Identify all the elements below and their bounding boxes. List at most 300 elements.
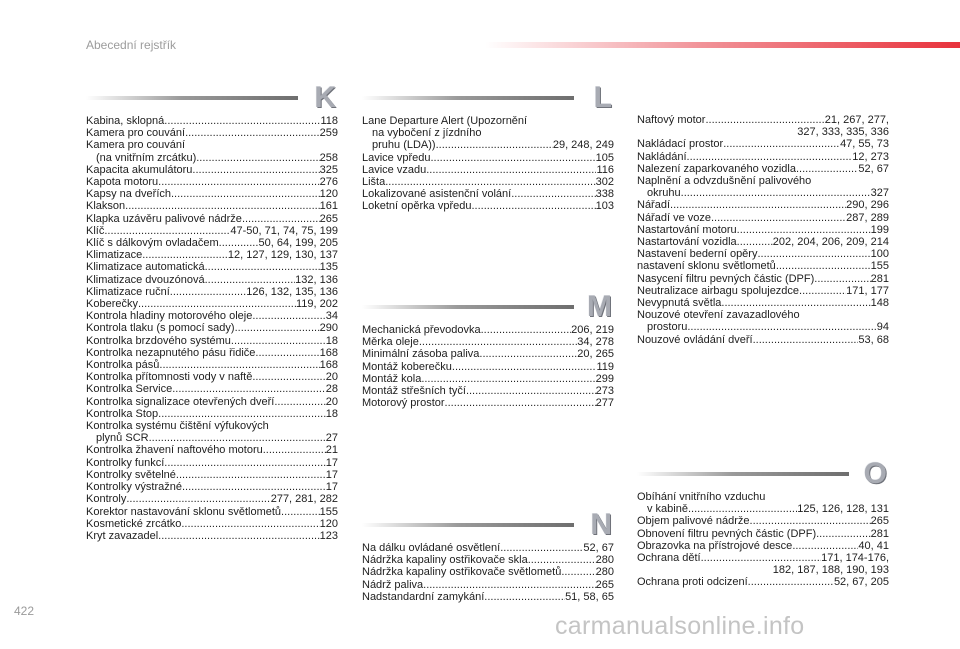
entry-term: Nalezení zaparkovaného vozidla — [637, 162, 796, 175]
entry-row — [86, 493, 338, 505]
entry-pages: 259 — [319, 127, 338, 140]
entry-pages: 280 — [595, 554, 614, 567]
entry-pages: 34 — [325, 310, 338, 323]
entry-row — [637, 163, 889, 175]
entry-row — [637, 576, 889, 588]
entry-pages: 47-50, 71, 74, 75, 199 — [230, 224, 338, 237]
index-entry — [86, 176, 338, 188]
entry-pages: 299 — [595, 372, 614, 385]
index-section-m — [362, 290, 614, 410]
index-entry — [637, 540, 889, 552]
index-entry — [637, 260, 889, 272]
entry-pages: 280 — [595, 566, 614, 579]
entry-pages: 94 — [876, 321, 889, 334]
dot-leader — [561, 566, 595, 578]
index-entry — [362, 385, 614, 397]
dot-leader — [776, 260, 871, 272]
index-entry — [86, 396, 338, 408]
entry-heading: Naplnění a odvzdušnění palivového — [637, 175, 812, 188]
entry-row — [86, 371, 338, 383]
entry-term: Nastavení bederní opěry — [637, 248, 758, 261]
entry-pages: 302 — [595, 176, 614, 189]
entry-term: v kabině — [647, 503, 688, 516]
index-entry — [86, 286, 338, 298]
entry-pages: 199 — [870, 223, 889, 236]
entry-pages: 12, 273 — [852, 150, 889, 163]
entry-pages: 17 — [325, 468, 338, 481]
entry-term: Nářadí — [637, 199, 671, 212]
dot-leader — [748, 576, 834, 588]
index-entry — [362, 566, 614, 578]
dot-leader — [159, 359, 319, 371]
section-letter: O — [863, 457, 887, 490]
entry-pages: 120 — [319, 517, 338, 530]
index-entry — [86, 383, 338, 395]
entry-row — [637, 297, 889, 309]
entry-term: plynů SCR — [96, 432, 149, 445]
entry-row — [86, 298, 338, 310]
index-entry — [86, 225, 338, 237]
dot-leader — [481, 324, 572, 336]
entry-pages: 119, 202 — [295, 298, 338, 311]
index-entry — [637, 552, 889, 576]
entry-row — [86, 213, 338, 225]
entry-pages: 168 — [319, 359, 338, 372]
entry-pages: 100 — [870, 248, 889, 261]
dot-leader — [687, 321, 876, 333]
entry-row — [362, 542, 614, 554]
dot-leader — [737, 236, 773, 248]
entry-pages: 123 — [319, 529, 338, 542]
index-entry — [86, 530, 338, 542]
entry-pages: 148 — [870, 297, 889, 310]
entry-term: Nádržka kapaliny ostřikovače skla — [362, 554, 528, 567]
index-entry — [86, 481, 338, 493]
index-entry — [637, 175, 889, 199]
dot-leader — [196, 152, 319, 164]
entry-pages: 53, 68 — [858, 333, 889, 346]
index-entry — [86, 249, 338, 261]
entry-term: Kontrolka Service — [86, 383, 173, 396]
section-letter: K — [314, 81, 336, 114]
entry-row — [86, 176, 338, 188]
index-entry — [86, 200, 338, 212]
entry-pages: 29, 248, 249 — [552, 139, 614, 152]
entry-row — [637, 224, 889, 236]
entry-term: Montáž střešních tyčí — [362, 385, 466, 398]
entry-term: Ochrana proti odcizení — [637, 576, 748, 589]
dot-leader — [445, 397, 596, 409]
section-header — [362, 81, 614, 114]
entry-pages-continued: 182, 187, 188, 190, 193 — [772, 564, 889, 577]
entry-pages: 28 — [325, 383, 338, 396]
index-section-n-continued — [637, 114, 889, 346]
entry-pages: 277, 281, 282 — [270, 493, 338, 506]
entry-row — [86, 286, 338, 298]
entry-term: Loketní opěrka vpředu — [362, 200, 472, 213]
entry-term: Klimatizace — [86, 249, 143, 262]
dot-leader — [419, 336, 577, 348]
dot-leader — [688, 503, 797, 515]
entry-row — [86, 152, 338, 164]
dot-leader — [814, 273, 870, 285]
entry-pages: 21, 267, 277, — [824, 114, 889, 126]
entry-row — [637, 540, 889, 552]
entry-row — [637, 248, 889, 260]
entry-pages: 51, 58, 65 — [565, 590, 614, 603]
section-divider — [362, 96, 574, 100]
entry-term: Klimatizace automatická — [86, 261, 205, 274]
entry-pages: 17 — [325, 456, 338, 469]
index-section-n — [362, 508, 614, 603]
dot-leader — [431, 152, 596, 164]
dot-leader — [231, 335, 326, 347]
entry-row — [637, 187, 889, 199]
dot-leader — [436, 139, 553, 151]
entry-row — [637, 114, 889, 126]
index-entry — [362, 373, 614, 385]
entry-row — [637, 260, 889, 272]
entry-pages: 125, 126, 128, 131 — [797, 503, 889, 516]
index-entry — [86, 115, 338, 127]
index-section-l — [362, 81, 614, 213]
entry-pages: 47, 55, 73 — [840, 138, 889, 151]
entry-pages: 20 — [325, 395, 338, 408]
entry-row — [362, 164, 614, 176]
dot-leader — [125, 200, 320, 212]
dot-leader — [687, 151, 853, 163]
dot-leader — [750, 515, 871, 527]
dot-leader — [711, 212, 846, 224]
watermark: carmanualsonline.info — [555, 612, 805, 640]
dot-leader — [126, 493, 270, 505]
index-entry — [86, 127, 338, 139]
dot-leader — [235, 322, 320, 334]
entry-row — [362, 336, 614, 348]
dot-leader — [176, 469, 326, 481]
section-header — [362, 290, 614, 323]
entry-pages: 276 — [319, 176, 338, 189]
entry-row — [86, 457, 338, 469]
entry-row — [362, 361, 614, 373]
index-entry — [86, 298, 338, 310]
entry-row — [637, 199, 889, 211]
section-letter: L — [593, 81, 612, 114]
entry-term: Kontrola hladiny motorového oleje — [86, 310, 253, 323]
entry-term: Klakson — [86, 200, 126, 213]
dot-leader — [528, 554, 596, 566]
entry-row — [362, 176, 614, 188]
dot-leader — [252, 310, 325, 322]
index-entry — [362, 542, 614, 554]
entry-term: Nastartování motoru — [637, 223, 737, 236]
index-entry — [362, 361, 614, 373]
dot-leader — [138, 298, 296, 310]
entry-pages: 273 — [595, 385, 614, 398]
index-entry — [86, 506, 338, 518]
entry-pages: 206, 219 — [571, 324, 614, 336]
entry-term: Kontrolka nezapnutého pásu řidiče — [86, 346, 256, 359]
index-entry — [637, 114, 889, 138]
entry-row — [637, 334, 889, 346]
index-entry — [86, 493, 338, 505]
dot-leader — [452, 361, 597, 373]
entry-term: Objem palivové nádrže — [637, 515, 750, 528]
entry-pages: 171, 177 — [846, 284, 889, 297]
entry-row — [86, 518, 338, 530]
section-divider — [86, 96, 298, 100]
index-entry — [362, 152, 614, 164]
entry-row — [86, 469, 338, 481]
dot-leader — [219, 237, 259, 249]
entry-pages: 12, 127, 129, 130, 137 — [227, 249, 338, 262]
index-entry — [362, 554, 614, 566]
entry-term: Nadstandardní zamykání — [362, 590, 485, 603]
section-divider — [362, 523, 574, 527]
entry-pages: 34, 278 — [577, 336, 614, 349]
index-entry — [362, 115, 614, 152]
entry-term: Ochrana dětí — [637, 552, 701, 565]
entry-pages: 155 — [319, 505, 338, 518]
entry-pages: 202, 204, 206, 209, 214 — [772, 236, 889, 249]
entry-term: Montáž kola — [362, 372, 422, 385]
entry-pages: 168 — [319, 346, 338, 359]
entry-term: Mechanická převodovka — [362, 324, 481, 336]
entry-term: Klíč — [86, 224, 105, 237]
entry-term: Montáž koberečku — [362, 360, 452, 373]
index-entry — [637, 163, 889, 175]
index-entry — [86, 444, 338, 456]
entry-row — [637, 273, 889, 285]
entry-term: Motorový prostor — [362, 397, 445, 410]
entry-term: Nádržka kapaliny ostřikovače světlometů — [362, 566, 562, 579]
entry-term: Klimatizace ruční — [86, 285, 170, 298]
entry-term: prostoru — [647, 321, 688, 334]
entry-term: Obrazovka na přístrojové desce — [637, 539, 793, 552]
page-number: 422 — [14, 604, 35, 618]
index-entry — [86, 518, 338, 530]
header-accent-bar — [485, 42, 960, 48]
entry-term: Na dálku ovládané osvětlení — [362, 542, 501, 554]
entry-term: Kapota motoru — [86, 176, 159, 189]
entry-row — [86, 115, 338, 127]
entry-pages: 281 — [870, 527, 889, 540]
entry-row — [362, 373, 614, 385]
dot-leader — [192, 164, 319, 176]
entry-term: Minimální zásoba paliva — [362, 348, 480, 361]
dot-leader — [796, 163, 858, 175]
entry-pages: 40, 41 — [858, 539, 889, 552]
entry-term: nastavení sklonu světlometů — [637, 260, 776, 273]
index-entry — [637, 285, 889, 297]
entry-heading: Kontrolka systému čištění výfukových — [86, 420, 269, 433]
entry-row — [637, 285, 889, 297]
entry-pages: 290, 296 — [846, 199, 889, 212]
dot-leader — [255, 347, 319, 359]
entry-term: Klimatizace dvouzónová — [86, 273, 205, 286]
index-entry — [86, 322, 338, 334]
dot-leader — [511, 188, 595, 200]
entry-pages: 52, 67 — [858, 162, 889, 175]
entry-term: Kontroly — [86, 493, 127, 506]
entry-term: pruhu (LDA)) — [372, 139, 436, 152]
entry-row — [86, 237, 338, 249]
dot-leader — [205, 261, 320, 273]
dot-leader — [471, 200, 595, 212]
entry-row — [637, 515, 889, 527]
entry-term: Koberečky — [86, 298, 138, 311]
index-entry — [362, 324, 614, 336]
dot-leader — [263, 444, 326, 456]
entry-pages: 116 — [596, 163, 614, 176]
entry-term: Kapsy na dveřích — [86, 188, 171, 201]
entry-term: Měrka oleje — [362, 336, 419, 349]
entry-row — [362, 152, 614, 164]
entry-pages: 327 — [870, 187, 889, 200]
entry-pages: 281 — [870, 272, 889, 285]
dot-leader — [170, 286, 246, 298]
entry-list — [362, 115, 614, 213]
index-entry — [637, 273, 889, 285]
index-section-k — [86, 81, 338, 542]
entry-row — [362, 579, 614, 591]
entry-heading: Kamera pro couvání — [86, 139, 186, 152]
dot-leader — [158, 176, 319, 188]
dot-leader — [792, 540, 858, 552]
index-entry — [86, 188, 338, 200]
dot-leader — [816, 528, 871, 540]
entry-row — [86, 432, 338, 444]
index-entry — [362, 591, 614, 603]
entry-pages: 338 — [595, 188, 614, 201]
entry-pages: 258 — [319, 151, 338, 164]
entry-row — [86, 335, 338, 347]
dot-leader — [104, 225, 230, 237]
index-entry — [86, 408, 338, 420]
dot-leader — [164, 457, 325, 469]
entry-term: Kontrolka žhavení naftového motoru — [86, 444, 263, 457]
index-entry — [637, 334, 889, 346]
entry-pages: 20 — [325, 371, 338, 384]
entry-row — [637, 552, 889, 564]
entry-row — [637, 528, 889, 540]
dot-leader — [701, 552, 822, 564]
entry-term: Lokalizované asistenční volání — [362, 188, 512, 201]
index-entry — [86, 164, 338, 176]
index-entry — [637, 248, 889, 260]
entry-pages: 265 — [595, 578, 614, 591]
entry-row — [637, 236, 889, 248]
entry-row — [86, 322, 338, 334]
dot-leader — [182, 481, 326, 493]
entry-term: Nakládání — [637, 150, 687, 163]
index-entry — [86, 420, 338, 444]
entry-pages: 161 — [319, 200, 338, 213]
entry-row — [86, 188, 338, 200]
index-entry — [86, 139, 338, 163]
dot-leader — [171, 188, 320, 200]
page-header-title: Abecední rejstřík — [86, 38, 177, 52]
index-entry — [362, 188, 614, 200]
entry-pages: 265 — [870, 515, 889, 528]
dot-leader — [158, 530, 319, 542]
entry-term: Naftový motor — [637, 114, 706, 126]
entry-term: Kontrolka brzdového systému — [86, 334, 231, 347]
section-letter: M — [587, 290, 612, 323]
section-header — [362, 508, 614, 541]
entry-pages: 171, 174-176, — [821, 552, 889, 565]
entry-row — [637, 151, 889, 163]
entry-row — [637, 138, 889, 150]
entry-term: Kryt zavazadel — [86, 529, 159, 542]
entry-row — [86, 274, 338, 286]
entry-term: Kontrolky světelné — [86, 468, 176, 481]
entry-term: Kontrolka Stop — [86, 407, 159, 420]
index-entry — [637, 138, 889, 150]
entry-row — [362, 188, 614, 200]
entry-term: Kontrolka signalizace otevřených dveří — [86, 395, 275, 408]
index-entry — [362, 348, 614, 360]
entry-list — [637, 114, 889, 346]
entry-row — [362, 397, 614, 409]
entry-pages: 119 — [596, 360, 614, 373]
index-section-o — [637, 457, 889, 589]
index-entry — [362, 579, 614, 591]
dot-leader — [799, 285, 846, 297]
entry-pages: 18 — [325, 334, 338, 347]
dot-leader — [723, 138, 840, 150]
dot-leader — [252, 371, 325, 383]
entry-pages: 265 — [319, 212, 338, 225]
entry-term: Nářadí ve voze — [637, 211, 711, 224]
entry-term: Nouzové ovládání dveří — [637, 333, 753, 346]
index-entry — [362, 200, 614, 212]
entry-heading: Nouzové otevření zavazadlového — [637, 309, 800, 322]
index-entry — [86, 237, 338, 249]
dot-leader — [185, 127, 320, 139]
dot-leader — [757, 248, 870, 260]
index-entry — [637, 199, 889, 211]
entry-term: Nastartování vozidla — [637, 236, 737, 249]
dot-leader — [242, 213, 320, 225]
dot-leader — [164, 115, 320, 127]
entry-term: okruhu — [647, 187, 681, 200]
dot-leader — [423, 579, 596, 591]
entry-heading: Obíhání vnitřního vzduchu — [637, 491, 766, 503]
entry-list — [362, 542, 614, 603]
entry-pages: 52, 67 — [583, 542, 614, 554]
entry-row — [86, 200, 338, 212]
entry-pages: 290 — [319, 322, 338, 335]
entry-pages: 277 — [595, 397, 614, 410]
entry-term: Kabina, sklopná — [86, 115, 165, 127]
index-entry — [86, 213, 338, 225]
dot-leader — [421, 373, 595, 385]
entry-term: Kontrolka pásů — [86, 359, 160, 372]
index-entry — [637, 576, 889, 588]
entry-row — [86, 347, 338, 359]
entry-row — [86, 359, 338, 371]
section-header — [86, 81, 338, 114]
entry-term: Nádrž paliva — [362, 578, 424, 591]
entry-heading: Lane Departure Alert (Upozornění — [362, 115, 528, 127]
entry-pages: 126, 132, 135, 136 — [246, 285, 338, 298]
index-entry — [86, 457, 338, 469]
dot-leader — [466, 385, 596, 397]
entry-row — [86, 225, 338, 237]
index-entry — [637, 212, 889, 224]
entry-row — [362, 348, 614, 360]
